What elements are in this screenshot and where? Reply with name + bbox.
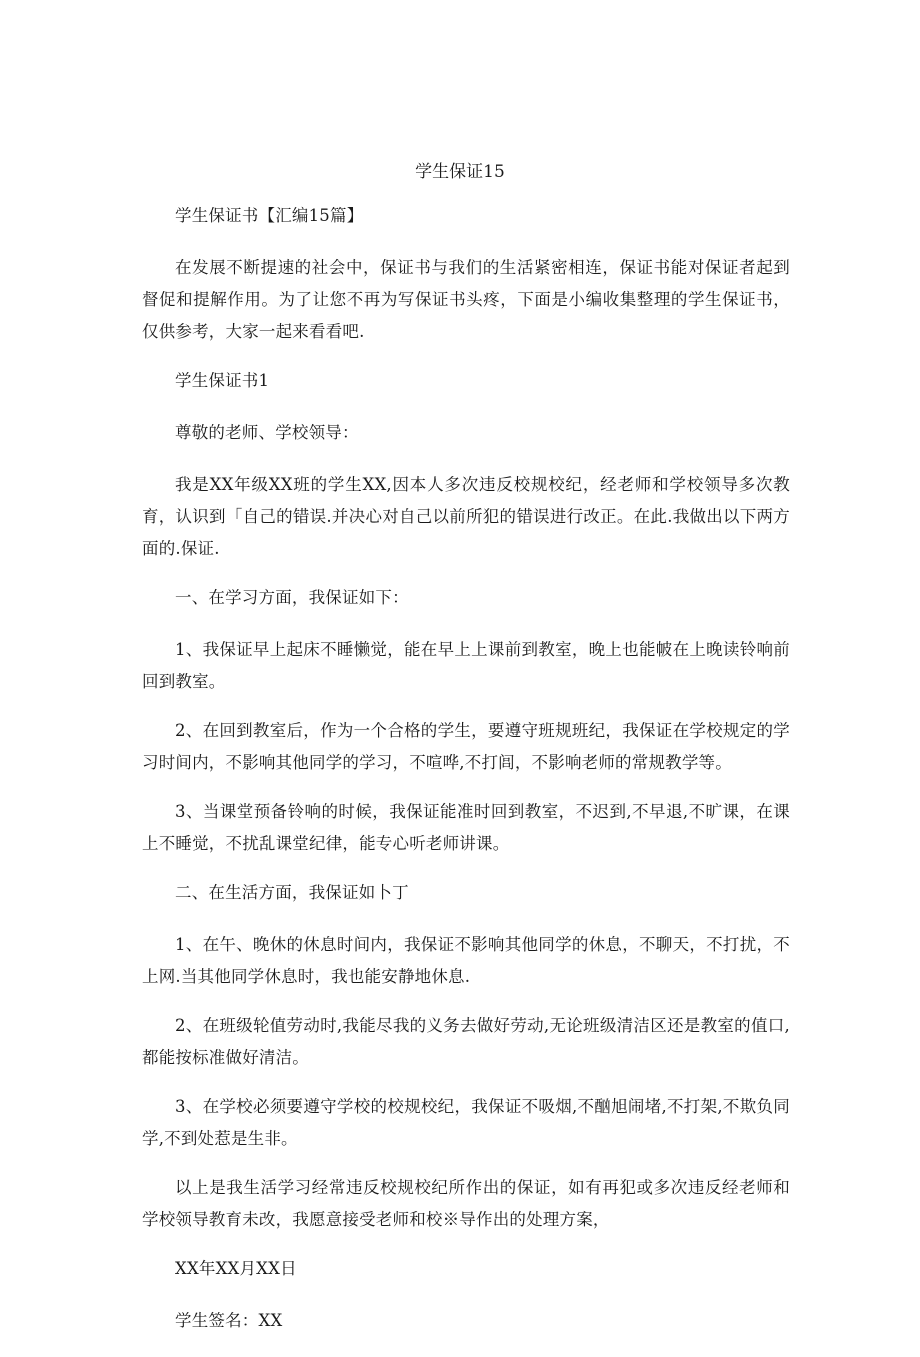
section-heading: 学生保证书1 <box>175 371 270 390</box>
salutation: 尊敬的老师、学校领导： <box>175 423 359 442</box>
body-paragraph: 1、在午、晚休的休息时间内，我保证不影响其他同学的休息，不聊天，不打扰，不上网.当其他同学休息时，我也能安静地休息. <box>142 935 790 986</box>
subtitle: 学生保证书【汇编15篇】 <box>175 206 364 225</box>
body-paragraph: 以上是我生活学习经常违反校规校纪所作出的保证，如有再犯或多次违反经老师和学校领导教育未改，我愿意接受老师和校※导作出的处理方案， <box>142 1178 790 1229</box>
body-paragraph: 二、在生活方面，我保证如卜丁 <box>175 883 409 902</box>
body-paragraph: 一、在学习方面，我保证如下： <box>175 588 409 607</box>
signature-line: 学生签名：XX <box>175 1311 283 1330</box>
intro-paragraph: 在发展不断提速的社会中，保证书与我们的生活紧密相连，保证书能对保证者起到督促和提解作用。为了让您不再为写保证书头疼，下面是小编收集整理的学生保证书，仅供参考，大家一起来看看吧. <box>142 258 790 341</box>
body-paragraph: 3、当课堂预备铃响的时候，我保证能准时回到教室，不迟到,不早退,不旷课，在课上不睡觉，不扰乱课堂纪律，能专心听老师讲课。 <box>142 802 790 853</box>
body-paragraph: 3、在学校必须要遵守学校的校规校纪，我保证不吸烟,不酗旭闹堵,不打架,不欺负同学,不到处惹是生非。 <box>142 1097 790 1148</box>
body-paragraph: 2、在班级轮值劳动时,我能尽我的义务去做好劳动,无论班级清洁区还是教室的值口,都能按标准做好清洁。 <box>142 1016 790 1067</box>
document-body <box>142 200 790 1357</box>
body-paragraph: 我是XX年级XX班的学生XX,因本人多次违反校规校纪，经老师和学校领导多次教育，认识到「自己的错误.并决心对自己以前所犯的错误进行改正。在此.我做出以下两方面的.保证. <box>142 475 790 558</box>
document-title: 学生保证15 <box>415 162 505 182</box>
date-line: XX年XX月XX日 <box>175 1259 297 1278</box>
body-paragraph: 1、我保证早上起床不睡懒觉，能在早上上课前到教室，晚上也能帔在上晚读铃响前回到教室。 <box>142 640 790 691</box>
body-paragraph: 2、在回到教室后，作为一个合格的学生，要遵守班规班纪，我保证在学校规定的学习时间内，不影响其他同学的学习，不喧哗,不打闾，不影响老师的常规教学等。 <box>142 721 790 772</box>
